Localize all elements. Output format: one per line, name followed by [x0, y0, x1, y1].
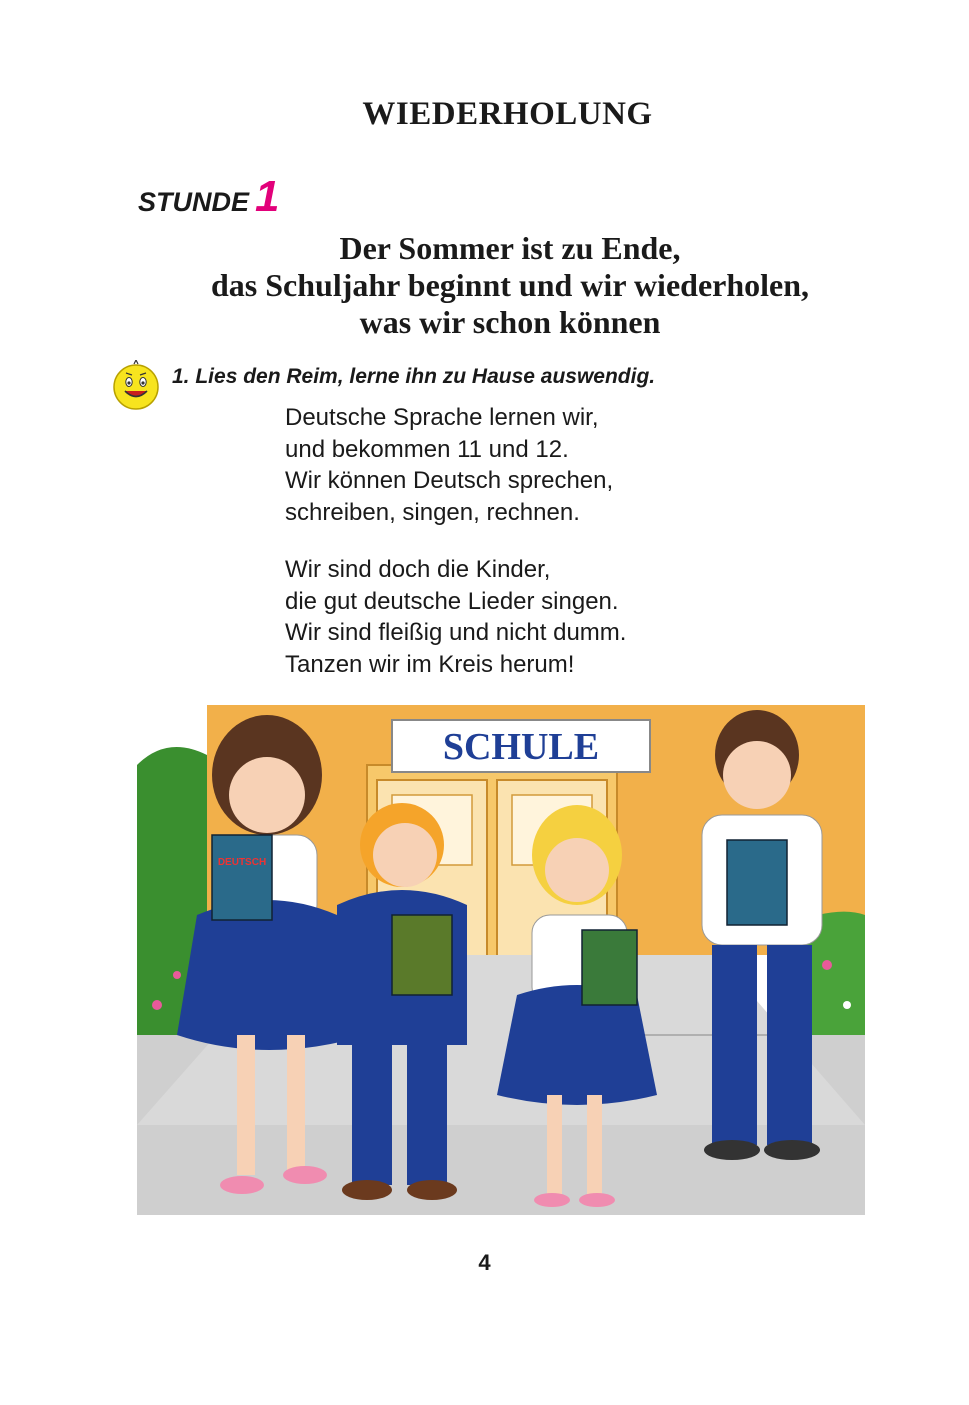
school-sign: SCHULE [442, 726, 600, 768]
lesson-heading [138, 172, 280, 222]
poem-line: Tanzen wir im Kreis herum! [285, 650, 575, 678]
poem-line: und bekommen 11 und 12. [285, 435, 569, 463]
chapter-title: WIEDERHOLUNG [362, 96, 653, 132]
poem-line: Wir können Deutsch sprechen, [285, 467, 614, 494]
poem-line: schreiben, singen, rechnen. [285, 498, 580, 526]
lesson-word: STUNDE [138, 187, 250, 217]
poem-line: Deutsche Sprache lernen wir, [285, 404, 599, 431]
subtitle-line: Der Sommer ist zu Ende, [339, 230, 681, 266]
lesson-number: 1 [255, 172, 280, 221]
lesson-subtitle [120, 230, 900, 341]
poem-line: die gut deutsche Lieder singen. [285, 587, 619, 615]
task-instruction: 1. Lies den Reim, lerne ihn zu Hause auswendig. [172, 365, 656, 388]
poem-stanza-1 [285, 402, 613, 528]
subtitle-line: was wir schon können [359, 304, 661, 340]
subtitle-line: das Schuljahr beginnt und wir wiederholen, [210, 267, 810, 303]
smiley-face-icon [110, 360, 162, 410]
poem-line: Wir sind fleißig und nicht dumm. [285, 619, 627, 646]
poem-line: Wir sind doch die Kinder, [285, 556, 551, 583]
page-number: 4 [478, 1250, 491, 1275]
school-children-illustration [137, 705, 865, 1215]
book-title: DEUTSCH [217, 857, 267, 868]
poem-stanza-2 [285, 554, 626, 680]
